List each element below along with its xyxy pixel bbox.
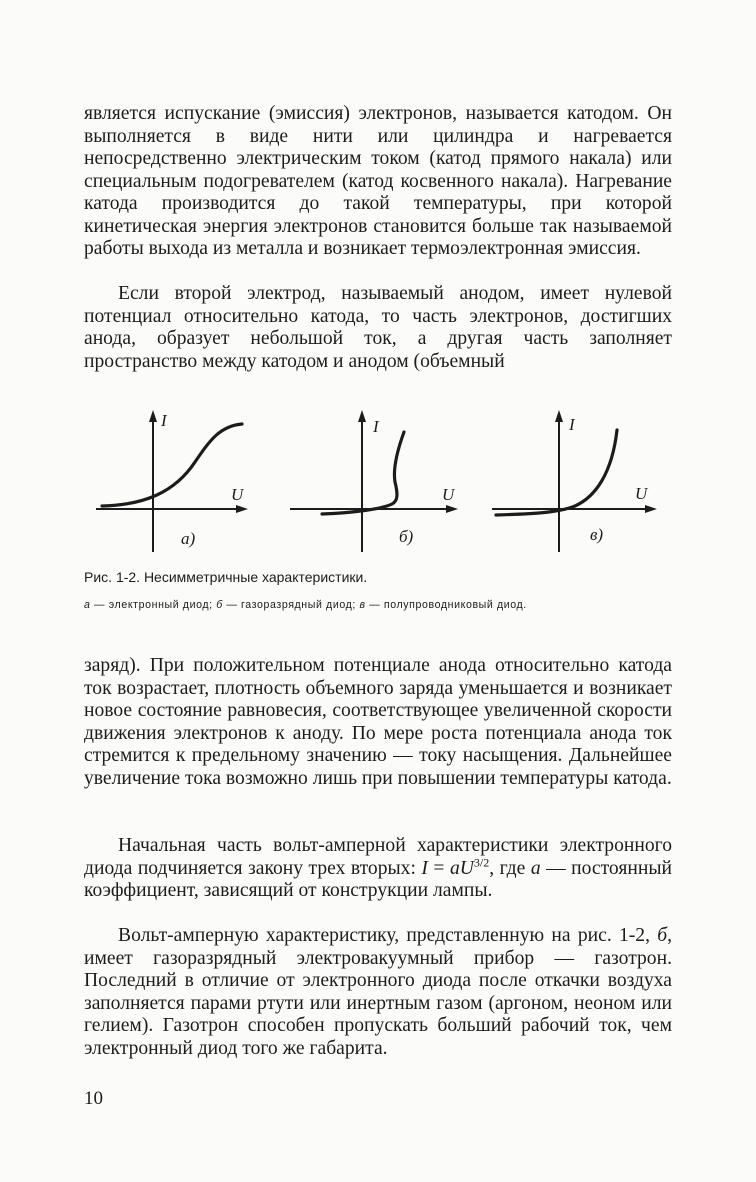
graph-a-panel-label: а): [181, 529, 196, 548]
graph-c: [492, 410, 657, 552]
figure-caption: Рис. 1-2. Несимметричные характеристики.: [84, 569, 368, 585]
p4-text-before: Начальная часть вольт-амперной характеристики электронного диода подчиняется закону трех вторых:: [84, 835, 672, 879]
paragraph-cathode: является испускание (эмиссия) электронов, называется катодом. Он выполняется в виде нити или цилиндра и нагревается непосредственно электрическим током (катод прямого накала) или специальным подогревателем (катод косвенного накала). Нагревание катода производится до такой температуры, при которой кинетическая энергия электронов становится больше так называемой работы выхода из металла и возникает термоэлектронная эмиссия.: [84, 103, 672, 259]
graph-b-current-label: I: [373, 417, 379, 436]
legend-letter-b: б: [216, 599, 223, 611]
p5-text-before: Вольт-амперную характеристику, представленную на рис. 1-2,: [118, 925, 658, 946]
figure-1-2: [90, 402, 670, 562]
legend-letter-c: в: [359, 599, 366, 611]
p4-separator: , где: [489, 857, 531, 879]
figure-caption-legend: [84, 598, 674, 612]
graph-a-current-arrow: [149, 410, 157, 422]
p4-text-after: — постоянный коэффициент, зависящий от конструкции лампы.: [84, 857, 672, 901]
graph-b-panel-label: б): [399, 527, 414, 546]
formula-exponent: 3/2: [473, 854, 490, 869]
p4-variable: a: [530, 857, 541, 879]
graph-c-voltage-label: U: [635, 484, 648, 503]
graph-b-voltage-arrow: [446, 505, 458, 513]
formula-voltage: U: [459, 857, 474, 879]
legend-text-c: — полупроводниковый диод.: [365, 599, 527, 611]
legend-letter-a: а: [84, 599, 91, 611]
formula-equals: =: [427, 857, 450, 879]
p5-text-after: , имеет газоразрядный электровакуумный прибор — газотрон. Последний в отличие от электронного диода после откачки воздуха заполняется парами ртути или инертным газом (аргоном, неоном или гелием). Газотрон способен пропускать больший рабочий ток, чем электронный диод того же габарита.: [84, 925, 672, 1059]
p5-figure-ref: б: [657, 925, 668, 946]
paragraph-three-halves-law: [84, 835, 672, 903]
paragraph-space-charge: заряд). При положительном потенциале анода относительно катода ток возрастает, плотность объемного заряда уменьшается и возникает новое состояние равновесия, соответствующее увеличенной скорости движения электронов к аноду. По мере роста потенциала анода ток стремится к предельному значению — току насыщения. Дальнейшее увеличение тока возможно лишь при повышении температуры катода.: [84, 655, 672, 789]
formula-coefficient: a: [449, 857, 460, 879]
graph-a-voltage-arrow: [236, 505, 248, 513]
graph-c-current-arrow: [555, 410, 563, 422]
graph-a-current-label: I: [161, 411, 167, 430]
graph-a-curve: [102, 424, 242, 506]
legend-text-a: — электронный диод;: [90, 599, 217, 611]
paragraph-anode: Если второй электрод, называемый анодом, имеет нулевой потенциал относительно катода, то часть электронов, достигших анода, образует небольшой ток, а другая часть заполняет пространство между катодом и анодом (объемный: [84, 283, 672, 372]
graph-c-voltage-arrow: [645, 505, 657, 513]
graph-b-voltage-label: U: [442, 485, 455, 504]
graph-c-curve: [496, 430, 617, 515]
graph-c-current-label: I: [569, 415, 575, 434]
graph-a-voltage-label: U: [231, 485, 244, 504]
graph-c-panel-label: в): [590, 525, 604, 544]
characteristics-plots: [90, 402, 670, 562]
page-number: 10: [84, 1088, 103, 1109]
graph-a: [96, 410, 248, 552]
graph-b-current-arrow: [358, 410, 366, 422]
graph-b: [290, 410, 458, 552]
paragraph-gastron: [84, 925, 672, 1060]
formula-current: I: [421, 857, 428, 879]
legend-text-b: — газоразрядный диод;: [222, 599, 360, 611]
